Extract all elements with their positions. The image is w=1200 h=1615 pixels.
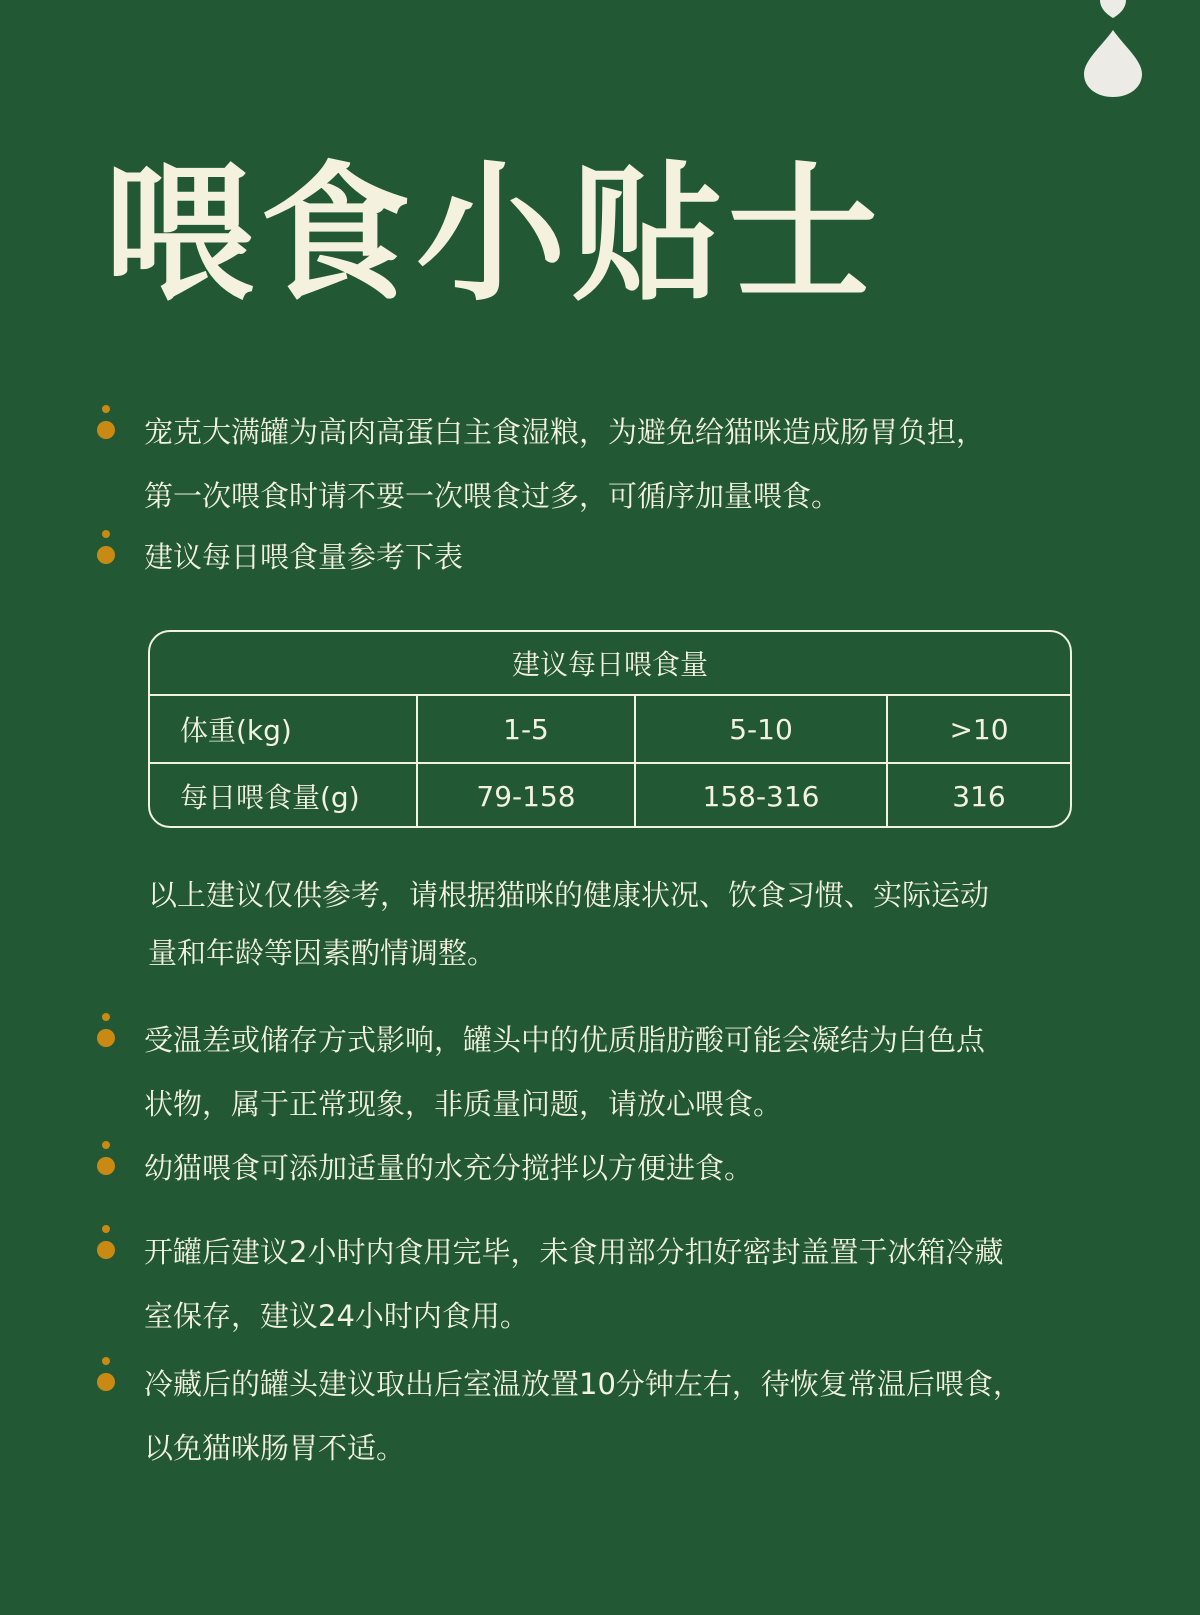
page-title: 喂食小贴士 xyxy=(104,148,885,322)
tip-item xyxy=(96,400,1106,528)
tip-text: 宠克大满罐为高肉高蛋白主食湿粮，为避免给猫咪造成肠胃负担， 第一次喂食时请不要一次喂食过多，可循序加量喂食。 xyxy=(144,415,986,513)
tip-item xyxy=(96,1136,1106,1200)
gourd-bullet-icon xyxy=(96,1224,116,1260)
feeding-table xyxy=(148,630,1072,828)
tip-text: 幼猫喂食可添加适量的水充分搅拌以方便进食。 xyxy=(144,1151,754,1185)
tip-item xyxy=(96,1352,1106,1480)
tip-text: 开罐后建议2小时内食用完毕，未食用部分扣好密封盖置于冰箱冷藏 室保存，建议24小时内食用。 xyxy=(144,1235,1004,1333)
drop-icon xyxy=(1080,0,1146,98)
tip-text: 冷藏后的罐头建议取出后室温放置10分钟左右，待恢复常温后喂食， 以免猫咪肠胃不适。 xyxy=(144,1367,1022,1465)
table-cell: 每日喂食量(g) xyxy=(180,781,360,814)
gourd-bullet-icon xyxy=(96,1140,116,1176)
table-cell: 1-5 xyxy=(416,696,634,762)
tip-item xyxy=(96,1220,1106,1348)
table-cell: 316 xyxy=(886,764,1070,828)
table-cell: 5-10 xyxy=(634,696,886,762)
tip-item xyxy=(96,1008,1106,1136)
table-cell: >10 xyxy=(886,696,1070,762)
tip-item xyxy=(96,525,1106,589)
gourd-bullet-icon xyxy=(96,404,116,440)
gourd-bullet-icon xyxy=(96,1012,116,1048)
gourd-bullet-icon xyxy=(96,1356,116,1392)
table-cell: 体重(kg) xyxy=(180,714,292,747)
table-note: 以上建议仅供参考，请根据猫咪的健康状况、饮食习惯、实际运动 量和年龄等因素酌情调整。 xyxy=(148,878,990,970)
table-header: 建议每日喂食量 xyxy=(150,632,1070,696)
tip-text: 受温差或储存方式影响，罐头中的优质脂肪酸可能会凝结为白色点 状物，属于正常现象，非质量问题，请放心喂食。 xyxy=(144,1023,986,1121)
table-row xyxy=(150,762,1070,828)
table-row xyxy=(150,696,1070,762)
tip-text: 建议每日喂食量参考下表 xyxy=(144,540,464,574)
table-cell: 79-158 xyxy=(416,764,634,828)
gourd-bullet-icon xyxy=(96,529,116,565)
table-cell: 158-316 xyxy=(634,764,886,828)
